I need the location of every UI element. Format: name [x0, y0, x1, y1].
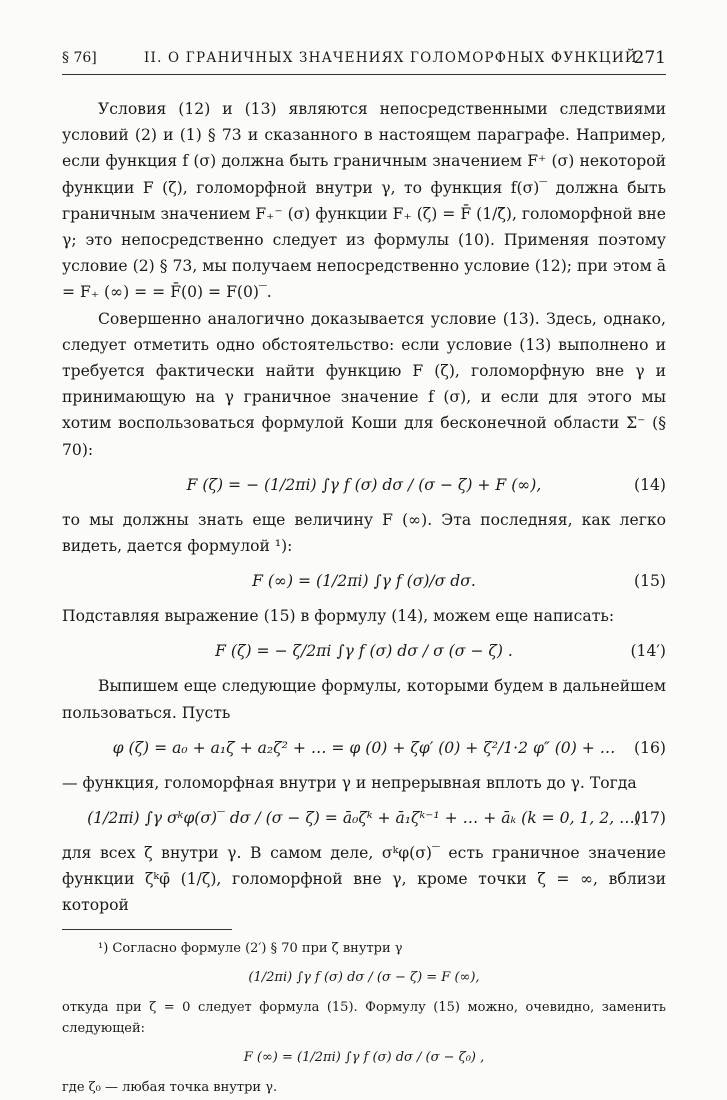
chapter-title: II. О ГРАНИЧНЫХ ЗНАЧЕНИЯХ ГОЛОМОРФНЫХ ФУНКЦИЙ [144, 50, 638, 66]
book-page [62, 48, 666, 1095]
header-rule [62, 74, 666, 75]
page-number: 271 [633, 48, 666, 68]
footnote [62, 938, 666, 1098]
formula-expr: (1/2πi) ∫γ σᵏφ(σ)‾ dσ / (σ − ζ) = ā₀ζᵏ + ā₁ζᵏ⁻¹ + … + āₖ (k = 0, 1, 2, …) [87, 809, 641, 828]
formula-expr: F (∞) = (1/2πi) ∫γ f (σ) dσ / (σ − ζ₀) , [243, 1049, 485, 1065]
formula-number: (15) [633, 572, 666, 591]
paragraph-6: — функция, голоморфная внутри γ и непрерывная вплоть до γ. Тогда [62, 773, 637, 792]
footnote-line-2: откуда при ζ = 0 следует формула (15). Формулу (15) можно, очевидно, заменить следующей: [62, 999, 666, 1036]
footnote-formula-2 [62, 1039, 666, 1077]
footnote-formula-1 [62, 959, 666, 997]
formula-14-prime [62, 629, 666, 673]
formula-expr: (1/2πi) ∫γ f (σ) dσ / (σ − ζ) = F (∞), [248, 969, 480, 985]
formula-expr: F (ζ) = − ζ/2πi ∫γ f (σ) dσ / σ (σ − ζ) . [215, 642, 513, 661]
footnote-line-1: ¹) Согласно формуле (2′) § 70 при ζ внутри γ [98, 940, 403, 956]
paragraph-7: для всех ζ внутри γ. В самом деле, σᵏφ(σ)‾ есть граничное значение функции ζᵏφ̄ (1/ζ), голоморфной вне γ, кроме точки ζ = ∞, вблизи которой [62, 844, 666, 915]
formula-number: (16) [633, 738, 666, 757]
section-ref: § 76] [62, 50, 97, 66]
formula-15 [62, 559, 666, 603]
main-text [62, 96, 666, 1098]
footnote-line-3: где ζ₀ — любая точка внутри γ. [62, 1079, 278, 1095]
paragraph-1: Условия (12) и (13) являются непосредственными следствиями условий (2) и (1) § 73 и сказанного в настоящем параграфе. Например, если функция f (σ) должна быть граничным значением F⁺ (σ) некоторой функции F (ζ), голоморфной внутри γ, то функция f(σ)‾ должна быть граничным значением F₊⁻ (σ) функции F₊ (ζ) = F̄ (1/ζ̄), голоморфной вне γ; это непосредственно следует из формулы (10). Применяя поэтому условие (2) § 73, мы получаем непосредственно условие (12); при этом ā = F₊ (∞) = = F̄(0) = F(0)‾. [62, 100, 666, 302]
formula-16 [62, 726, 666, 770]
paragraph-4: Подставляя выражение (15) в формулу (14), можем еще написать: [62, 607, 615, 626]
formula-number: (17) [633, 809, 666, 828]
formula-expr: F (ζ) = − (1/2πi) ∫γ f (σ) dσ / (σ − ζ) + F (∞), [186, 475, 542, 494]
paragraph-3: то мы должны знать еще величину F (∞). Эта последняя, как легко видеть, дается формулой ¹): [62, 510, 666, 556]
paragraph-5: Выпишем еще следующие формулы, которыми будем в дальнейшем пользоваться. Пусть [62, 677, 666, 722]
footnote-rule [62, 929, 232, 930]
running-header [62, 48, 666, 74]
paragraph-2: Совершенно аналогично доказывается условие (13). Здесь, однако, следует отметить одно обстоятельство: если условие (13) выполнено и требуется фактически найти функцию F (ζ), голоморфную вне γ и принимающую на γ граничное значение f (σ), и если для этого мы хотим воспользоваться формулой Коши для бесконечной области Σ⁻ (§ 70): [62, 309, 666, 459]
formula-number: (14′) [630, 642, 666, 661]
formula-expr: F (∞) = (1/2πi) ∫γ f (σ)/σ dσ. [252, 572, 476, 591]
formula-14 [62, 463, 666, 507]
formula-17 [62, 796, 666, 840]
formula-number: (14) [633, 475, 666, 494]
formula-expr: φ (ζ) = a₀ + a₁ζ + a₂ζ² + … = φ (0) + ζφ′ (0) + ζ²/1·2 φ″ (0) + … [112, 738, 616, 757]
